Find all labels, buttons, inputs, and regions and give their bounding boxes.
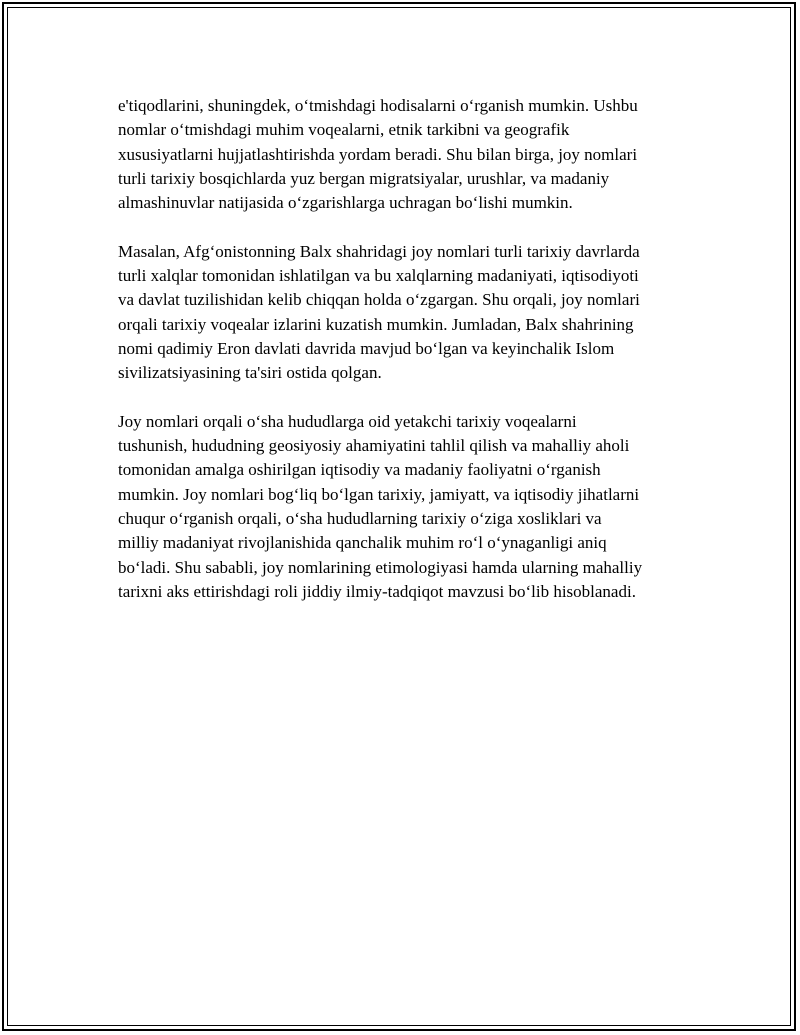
text-line: turli xalqlar tomonidan ishlatilgan va bu xalqlarning madaniyati, iqtisodiyoti [118,266,639,286]
text-line: almashinuvlar natijasida o‘zgarishlarga uchragan bo‘lishi mumkin. [118,193,573,213]
text-line: chuqur o‘rganish orqali, o‘sha hududlarning tarixiy o‘ziga xosliklari va [118,509,602,529]
text-line: e'tiqodlarini, shuningdek, o‘tmishdagi hodisalarni o‘rganish mumkin. Ushbu [118,96,638,115]
text-line: bo‘ladi. Shu sababli, joy nomlarining etimologiyasi hamda ularning mahalliy [118,557,643,577]
text-line: Masalan, Afg‘onistonning Balx shahridagi joy nomlari turli tarixiy davrlarda [118,241,640,261]
text-line: sivilizatsiyasining ta'siri ostida qolgan. [118,363,382,383]
text-line: nomlar o‘tmishdagi muhim voqealarni, etnik tarkibni va geografik [118,120,570,140]
text-line: mumkin. Joy nomlari bog‘liq bo‘lgan tarixiy, jamiyatt, va iqtisodiy jihatlarni [118,484,640,504]
paragraph-2 [118,240,698,386]
text-line: turli tarixiy bosqichlarda yuz bergan migratsiyalar, urushlar, va madaniy [118,168,610,188]
text-line: tushunish, hududning geosiyosiy ahamiyatini tahlil qilish va mahalliy aholi [118,436,630,456]
text-line: tomonidan amalga oshirilgan iqtisodiy va madaniy faoliyatni o‘rganish [118,460,601,480]
paragraph-1 [118,94,698,215]
paragraph-3 [118,410,698,604]
text-line: orqali tarixiy voqealar izlarini kuzatish mumkin. Jumladan, Balx shahrining [118,314,634,334]
text-line: tarixni aks ettirishdagi roli jiddiy ilmiy-tadqiqot mavzusi bo‘lib hisoblanadi. [118,581,636,601]
text-line: milliy madaniyat rivojlanishida qanchalik muhim ro‘l o‘ynaganligi aniq [118,533,607,553]
text-line: Joy nomlari orqali o‘sha hududlarga oid yetakchi tarixiy voqealarni [118,411,577,431]
document-body [118,94,698,629]
text-line: va davlat tuzilishidan kelib chiqqan holda o‘zgargan. Shu orqali, joy nomlari [118,290,640,310]
text-line: nomi qadimiy Eron davlati davrida mavjud bo‘lgan va keyinchalik Islom [118,338,615,358]
text-line: xususiyatlarni hujjatlashtirishda yordam beradi. Shu bilan birga, joy nomlari [118,144,638,164]
